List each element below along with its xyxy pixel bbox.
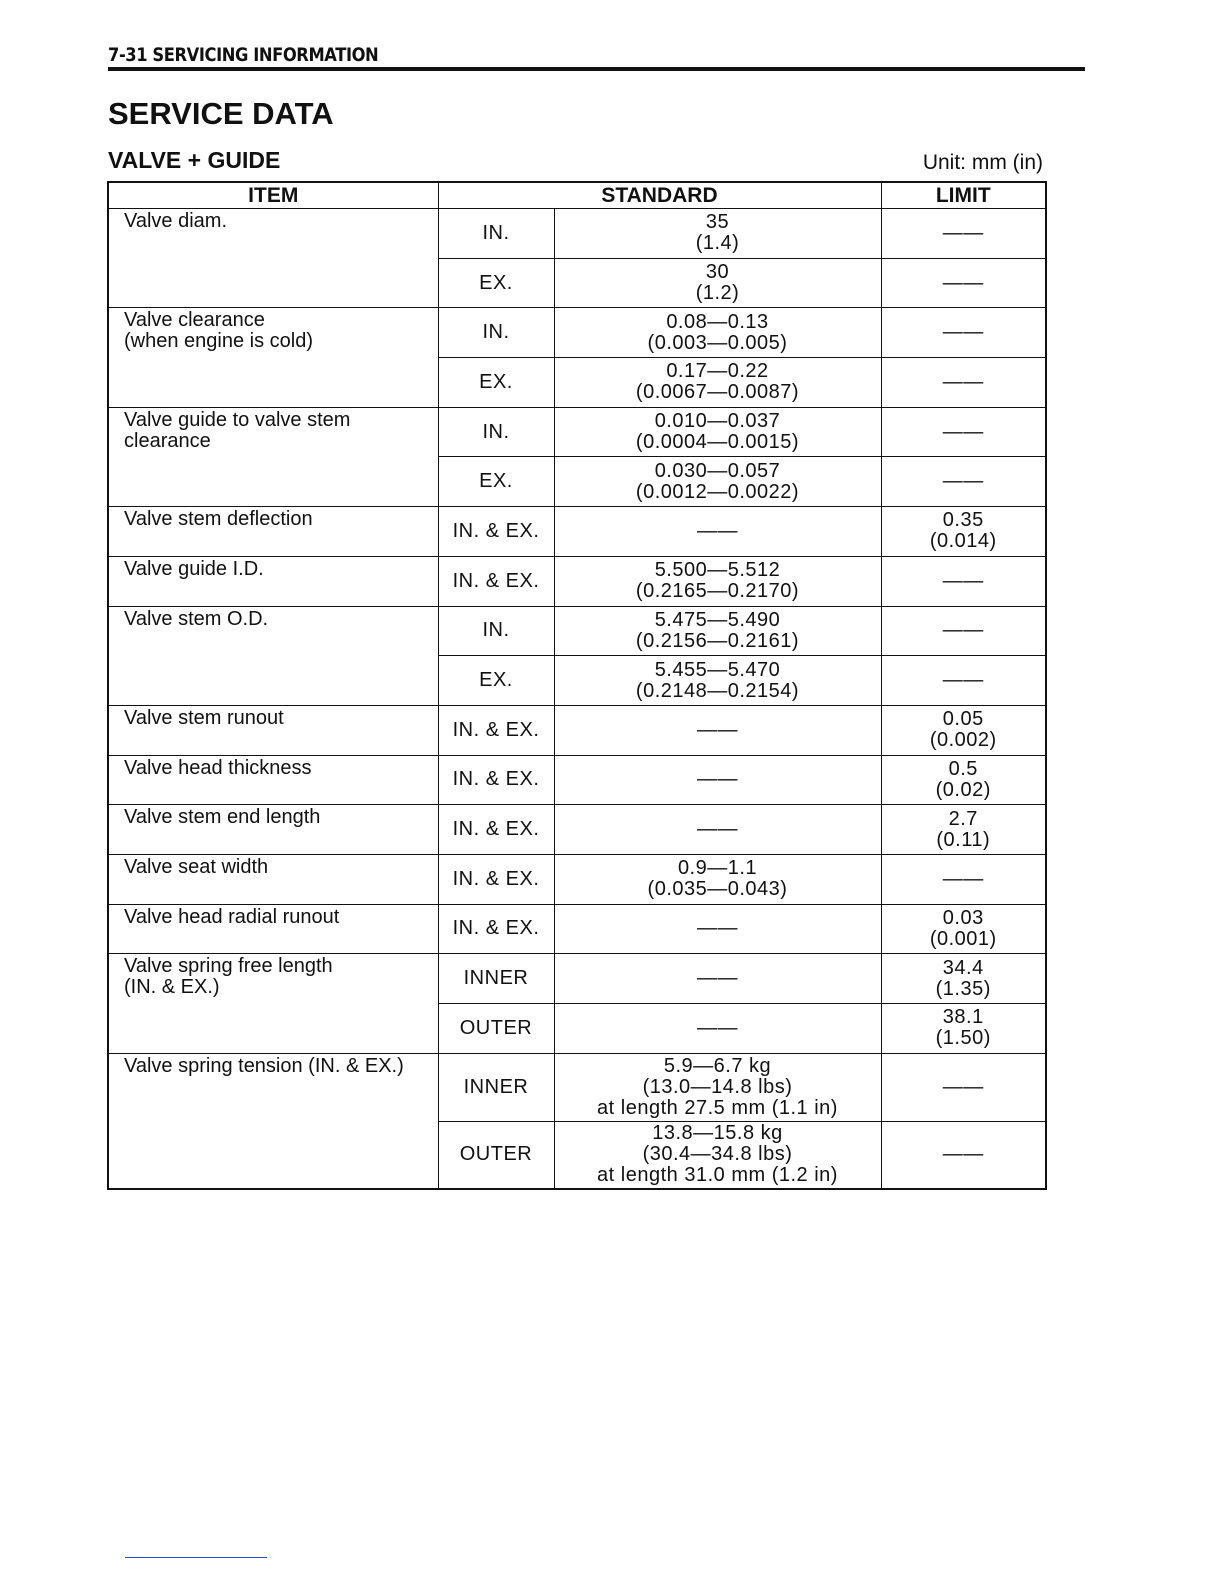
limit-cell: —— <box>881 457 1046 507</box>
service-data-table <box>107 181 1047 1190</box>
item-label: Valve head radial runout <box>108 904 438 954</box>
item-label: Valve stem runout <box>108 705 438 755</box>
header-rule <box>108 67 1085 71</box>
limit-cell: 0.35 (0.014) <box>881 507 1046 557</box>
limit-cell: 0.05 (0.002) <box>881 705 1046 755</box>
table-row <box>108 407 1046 457</box>
condition-cell: EX. <box>438 457 554 507</box>
condition-cell: INNER <box>438 954 554 1004</box>
header-standard: STANDARD <box>438 182 881 209</box>
condition-cell: OUTER <box>438 1121 554 1189</box>
limit-cell: —— <box>881 1053 1046 1121</box>
limit-cell: —— <box>881 556 1046 606</box>
footer-line <box>125 1557 267 1558</box>
limit-cell: —— <box>881 854 1046 904</box>
table-row <box>108 705 1046 755</box>
limit-cell: —— <box>881 656 1046 706</box>
table-row <box>108 854 1046 904</box>
standard-cell: —— <box>554 954 881 1004</box>
condition-cell: EX. <box>438 358 554 408</box>
item-label: Valve stem end length <box>108 805 438 855</box>
standard-cell: 5.455—5.470 (0.2148—0.2154) <box>554 656 881 706</box>
item-label: Valve spring tension (IN. & EX.) <box>108 1053 438 1189</box>
section-title: VALVE + GUIDE <box>108 147 281 173</box>
limit-cell: —— <box>881 1121 1046 1189</box>
standard-cell: 35 (1.4) <box>554 209 881 259</box>
limit-cell: 38.1 (1.50) <box>881 1004 1046 1054</box>
table-row <box>108 308 1046 358</box>
standard-cell: 30 (1.2) <box>554 258 881 308</box>
item-label: Valve guide I.D. <box>108 556 438 606</box>
condition-cell: OUTER <box>438 1004 554 1054</box>
limit-cell: —— <box>881 308 1046 358</box>
limit-cell: 0.5 (0.02) <box>881 755 1046 805</box>
condition-cell: IN. <box>438 209 554 259</box>
table-row <box>108 556 1046 606</box>
condition-cell: IN. & EX. <box>438 507 554 557</box>
table-row <box>108 507 1046 557</box>
limit-cell: —— <box>881 209 1046 259</box>
condition-cell: IN. <box>438 308 554 358</box>
item-label: Valve diam. <box>108 209 438 308</box>
standard-cell: 5.475—5.490 (0.2156—0.2161) <box>554 606 881 656</box>
item-label: Valve clearance (when engine is cold) <box>108 308 438 407</box>
condition-cell: IN. <box>438 606 554 656</box>
standard-cell: —— <box>554 755 881 805</box>
table-row <box>108 1053 1046 1121</box>
limit-cell: —— <box>881 606 1046 656</box>
table-row <box>108 606 1046 656</box>
page-title: SERVICE DATA <box>108 96 334 131</box>
limit-cell: —— <box>881 407 1046 457</box>
table-row <box>108 805 1046 855</box>
item-label: Valve spring free length (IN. & EX.) <box>108 954 438 1053</box>
standard-cell: 0.08—0.13 (0.003—0.005) <box>554 308 881 358</box>
item-label: Valve seat width <box>108 854 438 904</box>
limit-cell: —— <box>881 358 1046 408</box>
condition-cell: IN. <box>438 407 554 457</box>
standard-cell: 5.500—5.512 (0.2165—0.2170) <box>554 556 881 606</box>
item-label: Valve stem O.D. <box>108 606 438 705</box>
item-label: Valve stem deflection <box>108 507 438 557</box>
condition-cell: IN. & EX. <box>438 904 554 954</box>
table-row <box>108 209 1046 259</box>
standard-cell: 13.8—15.8 kg (30.4—34.8 lbs) at length 31.0 mm (1.2 in) <box>554 1121 881 1189</box>
standard-cell: 5.9—6.7 kg (13.0—14.8 lbs) at length 27.5 mm (1.1 in) <box>554 1053 881 1121</box>
item-label: Valve guide to valve stem clearance <box>108 407 438 506</box>
limit-cell: 34.4 (1.35) <box>881 954 1046 1004</box>
header-item: ITEM <box>108 182 438 209</box>
condition-cell: IN. & EX. <box>438 705 554 755</box>
standard-cell: 0.9—1.1 (0.035—0.043) <box>554 854 881 904</box>
standard-cell: —— <box>554 705 881 755</box>
condition-cell: IN. & EX. <box>438 854 554 904</box>
condition-cell: INNER <box>438 1053 554 1121</box>
condition-cell: IN. & EX. <box>438 805 554 855</box>
condition-cell: EX. <box>438 656 554 706</box>
unit-note: Unit: mm (in) <box>922 151 1043 174</box>
table-row <box>108 954 1046 1004</box>
item-label: Valve head thickness <box>108 755 438 805</box>
limit-cell: 2.7 (0.11) <box>881 805 1046 855</box>
standard-cell: —— <box>554 805 881 855</box>
limit-cell: 0.03 (0.001) <box>881 904 1046 954</box>
header-limit: LIMIT <box>881 182 1046 209</box>
table-row <box>108 904 1046 954</box>
condition-cell: IN. & EX. <box>438 755 554 805</box>
standard-cell: —— <box>554 904 881 954</box>
table-row <box>108 755 1046 805</box>
table-body <box>108 209 1046 1190</box>
standard-cell: 0.030—0.057 (0.0012—0.0022) <box>554 457 881 507</box>
limit-cell: —— <box>881 258 1046 308</box>
table-header-row <box>108 182 1046 209</box>
standard-cell: 0.010—0.037 (0.0004—0.0015) <box>554 407 881 457</box>
running-head: 7-31 SERVICING INFORMATION <box>108 44 379 66</box>
standard-cell: —— <box>554 507 881 557</box>
standard-cell: —— <box>554 1004 881 1054</box>
condition-cell: IN. & EX. <box>438 556 554 606</box>
standard-cell: 0.17—0.22 (0.0067—0.0087) <box>554 358 881 408</box>
condition-cell: EX. <box>438 258 554 308</box>
